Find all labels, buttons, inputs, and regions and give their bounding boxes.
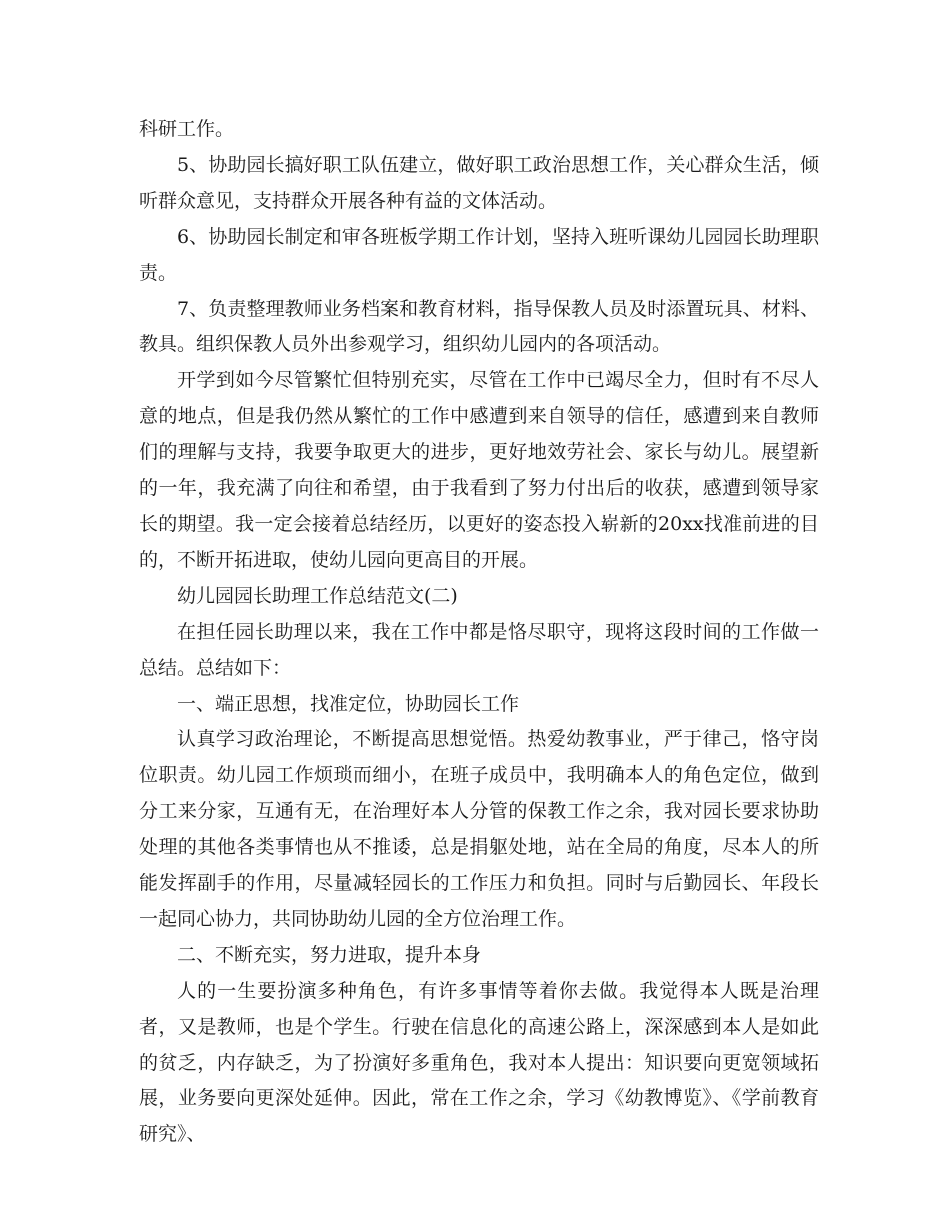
paragraph-9: 认真学习政治理论，不断提高思想觉悟。热爱幼教事业，严于律己，恪守岗位职责。幼儿园工作烦琐而细小，在班子成员中，我明确本人的角色定位，做到分工来分家，互通有无，在治理好本人分管的保教工作之余，我对园长要求协助处理的其他各类事情也从不推诿，总是捐躯处地，站在全局的角度，尽本人的所能发挥副手的作用，尽量减轻园长的工作压力和负担。同时与后勤园长、年段长一起同心协力，共同协助幼儿园的全方位治理工作。: [139, 728, 819, 930]
paragraph-7: 在担任园长助理以来，我在工作中都是恪尽职守，现将这段时间的工作做一总结。总结如下：: [139, 620, 819, 679]
heading-1: 一、端正思想，找准定位，协助园长工作: [177, 692, 520, 715]
paragraph-4: 7、负责整理教师业务档案和教育材料，指导保教人员及时添置玩具、材料、教具。组织保教人员外出参观学习，组织幼儿园内的各项活动。: [139, 297, 819, 356]
document-body: [139, 112, 819, 1153]
paragraph-1: 科研工作。: [139, 118, 235, 140]
heading-2: 二、不断充实，努力进取，提升本身: [177, 943, 482, 966]
paragraph-11: 人的一生要扮演多种角色，有许多事情等着你去做。我觉得本人既是治理者，又是教师，也是个学生。行驶在信息化的高速公路上，深深感到本人是如此的贫乏，内存缺乏，为了扮演好多重角色，我对本人提出：知识要向更宽领域拓展，业务要向更深处延伸。因此，常在工作之余，学习《幼教博览》、《学前教育研究》、: [139, 979, 819, 1146]
paragraph-3: 6、协助园长制定和审各班板学期工作计划，坚持入班听课幼儿园园长助理职责。: [139, 225, 819, 284]
paragraph-5: 开学到如今尽管繁忙但特别充实，尽管在工作中已竭尽全力，但时有不尽人意的地点，但是我仍然从繁忙的工作中感遭到来自领导的信任，感遭到来自教师们的理解与支持，我要争取更大的进步，更好地效劳社会、家长与幼儿。展望新的一年，我充满了向往和希望，由于我看到了努力付出后的收获，感遭到领导家长的期望。我一定会接着总结经历，以更好的姿态投入崭新的20xx找准前进的目的，不断开拓进取，使幼儿园向更高目的开展。: [139, 369, 819, 571]
section-title: 幼儿园园长助理工作总结范文(二): [177, 584, 458, 607]
paragraph-2: 5、协助园长搞好职工队伍建立，做好职工政治思想工作，关心群众生活，倾听群众意见，支持群众开展各种有益的文体活动。: [139, 153, 819, 212]
